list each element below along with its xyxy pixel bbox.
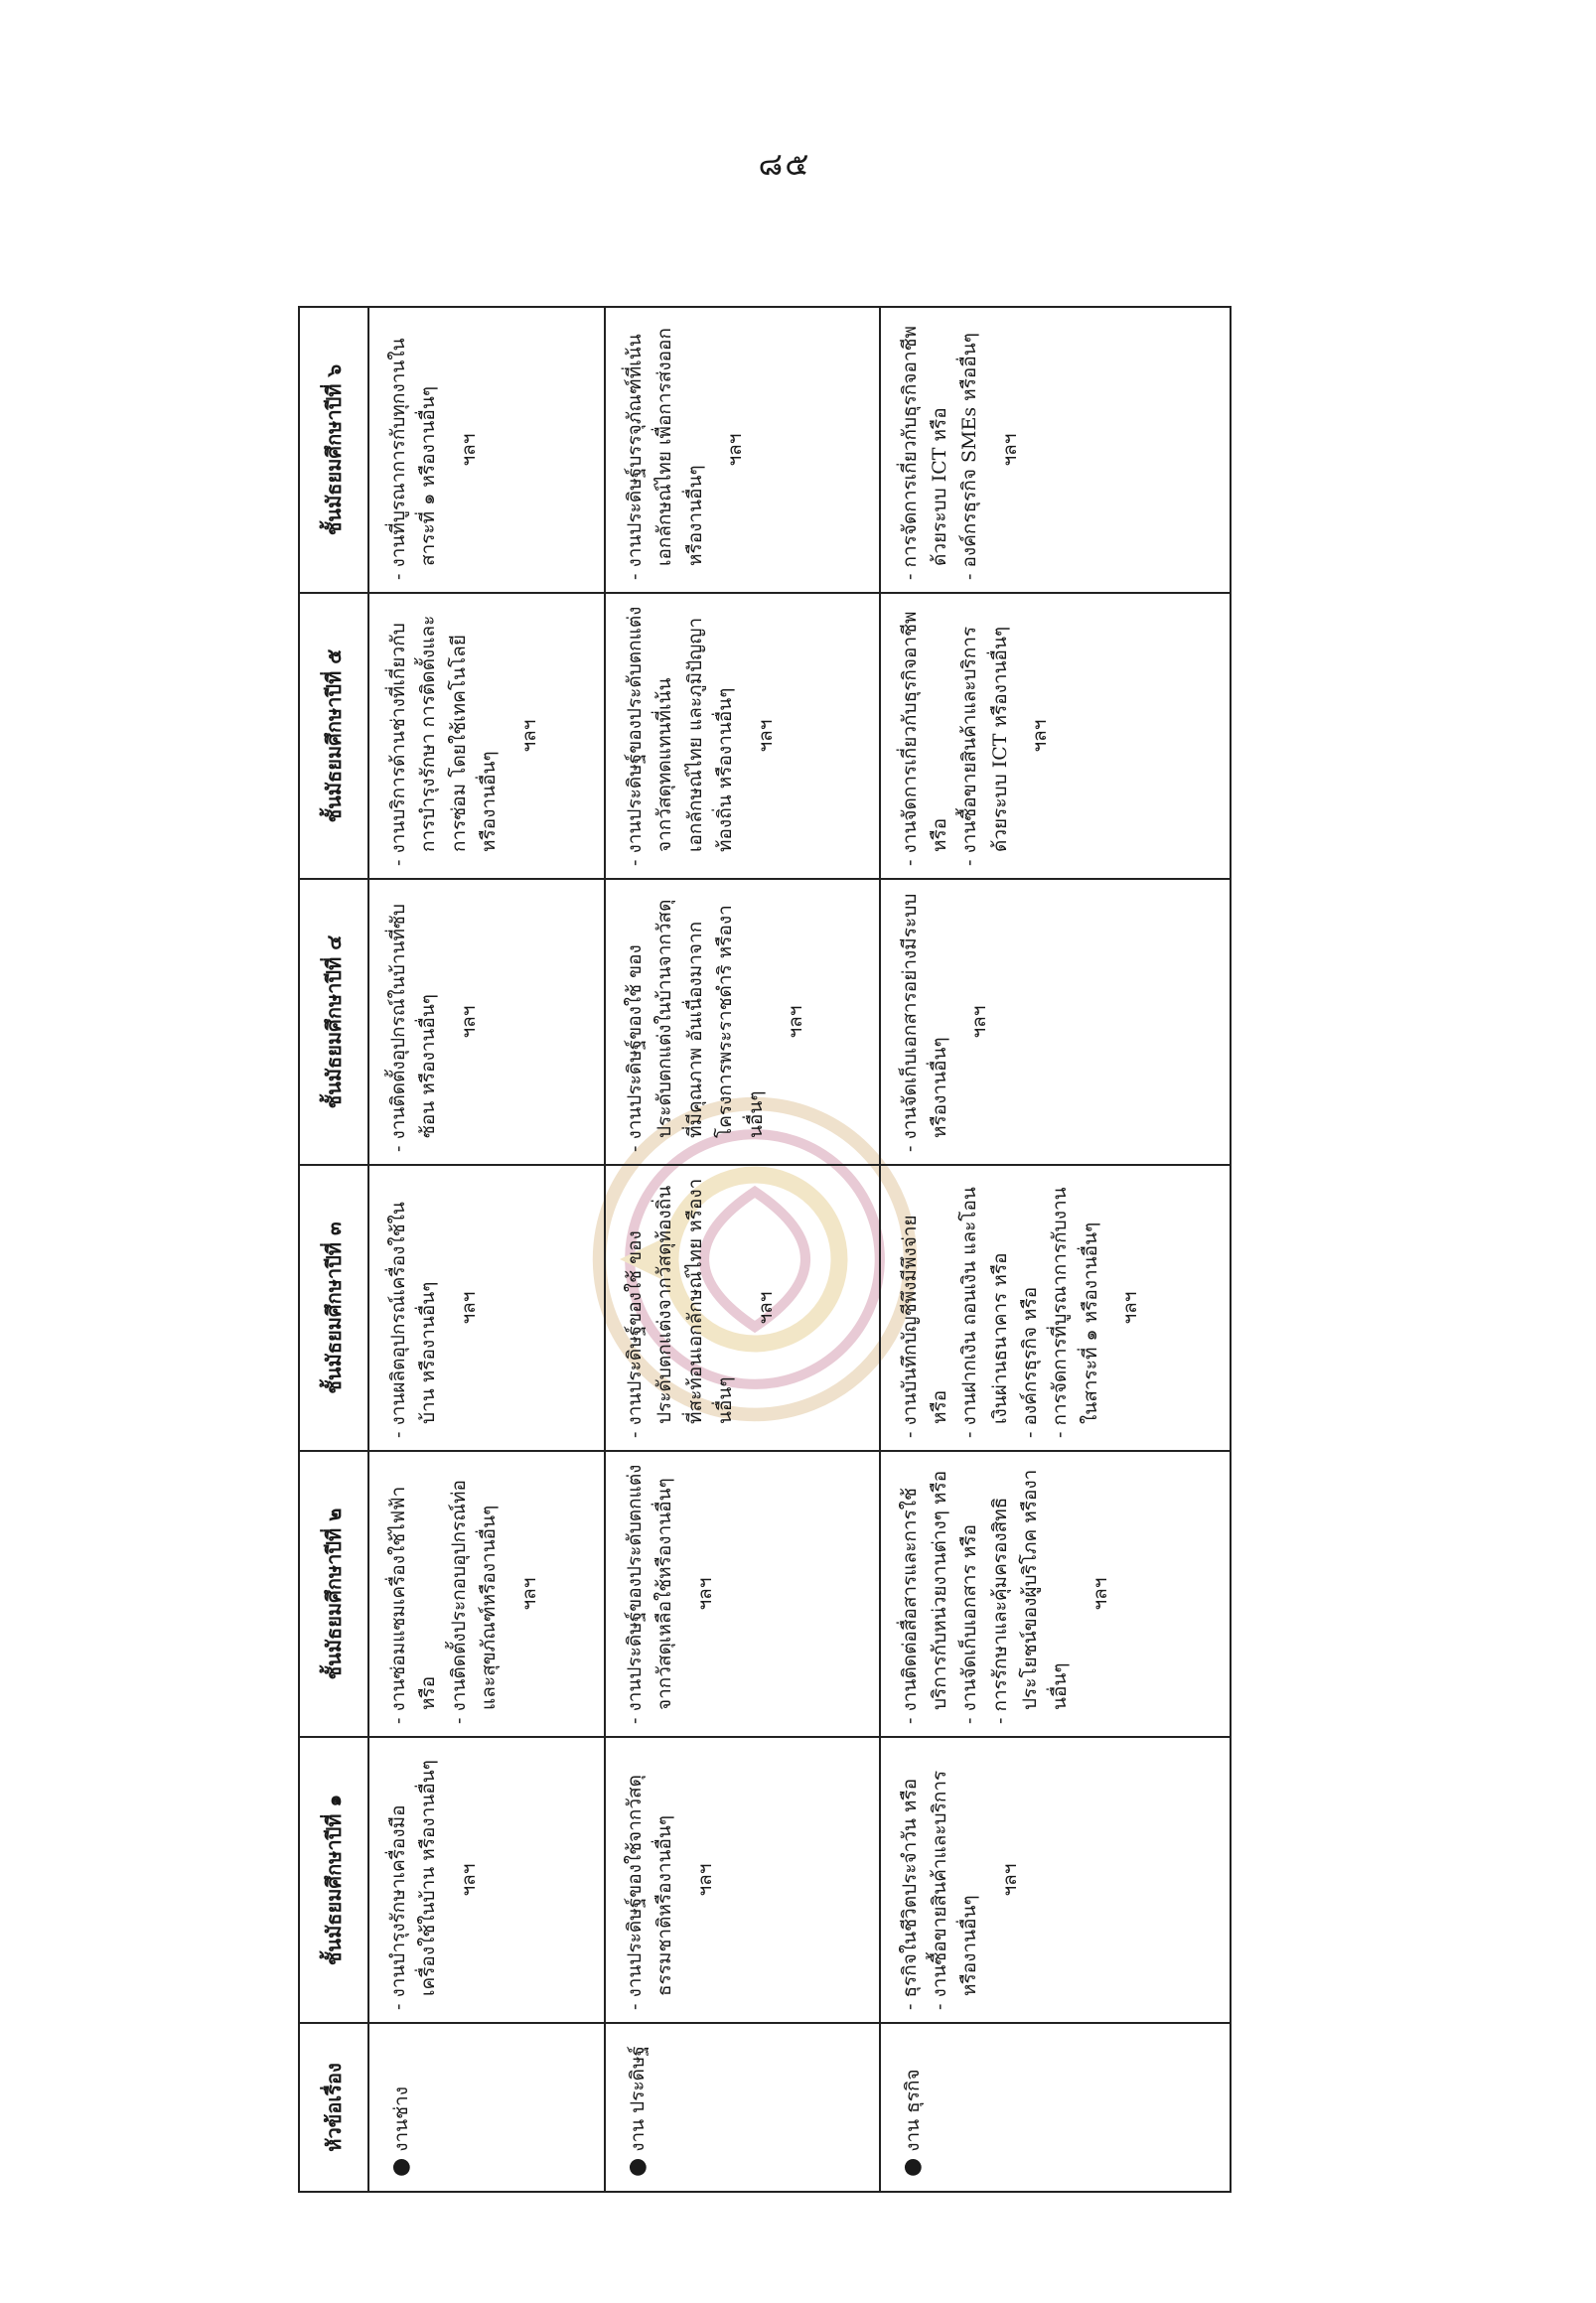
topic-cell	[880, 2023, 1231, 2192]
topic-label: งานช่าง	[390, 2087, 412, 2152]
cell-item: - งานผลิตอุปกรณ์เครื่องใช้ในบ้าน หรืองานอื่นๆ	[387, 1202, 440, 1438]
table-container	[298, 306, 1232, 2193]
grade-cell	[880, 1737, 1231, 2023]
grade-cell	[368, 593, 605, 879]
grade-cell	[605, 1165, 880, 1451]
grade-cell	[880, 593, 1231, 879]
etc-label: ฯลฯ	[457, 1005, 480, 1039]
table-row	[368, 307, 605, 2192]
bullet-icon: ●	[388, 2157, 413, 2177]
curriculum-table	[298, 306, 1232, 2193]
cell-item: - งานซ่อมแซมเครื่องใช้ไฟฟ้า หรือ	[387, 1486, 440, 1724]
header-grade-3: ชั้นมัธยมศึกษาปีที่ ๓	[299, 1165, 368, 1451]
grade-cell	[368, 879, 605, 1165]
table-row	[605, 307, 880, 2192]
grade-cell	[368, 1737, 605, 2023]
etc-label: ฯลฯ	[457, 1291, 480, 1325]
cell-item: - งานประดิษฐ์ของประดับตกแต่งจากวัสดุทดแทนที่เน้นเอกลักษณ์ไทย และภูมิปัญญาท้องถิ่น หรืองานอื่นๆ	[624, 606, 737, 866]
grade-cell	[605, 307, 880, 593]
table-header-row	[299, 307, 368, 2192]
cell-item: - งานจัดเก็บเอกสารอย่างมีระบบหรืองานอื่นๆ	[898, 893, 950, 1152]
cell-item: - องค์กรธุรกิจ หรือ	[1019, 1286, 1042, 1438]
etc-label: ฯลฯ	[457, 433, 480, 467]
etc-label: ฯลฯ	[754, 1291, 777, 1325]
etc-label: ฯลฯ	[754, 719, 777, 753]
header-grade-6: ชั้นมัธยมศึกษาปีที่ ๖	[299, 307, 368, 593]
cell-item: - งานบริการด้านช่างที่เกี่ยวกับการบำรุงรักษา การติดตั้งและการซ่อม โดยใช้เทคโนโลยี หรืองานอื่นๆ	[387, 615, 501, 866]
cell-item: - การจัดการเกี่ยวกับธุรกิจอาชีพด้วยระบบ ICT หรือ	[898, 326, 950, 580]
grade-cell	[880, 1165, 1231, 1451]
cell-item: - ธุรกิจในชีวิตประจำวัน หรือ	[898, 1778, 921, 2010]
grade-cell	[880, 307, 1231, 593]
etc-label: ฯลฯ	[998, 433, 1021, 467]
grade-cell	[368, 1451, 605, 1737]
header-topic: หัวข้อเรื่อง	[299, 2023, 368, 2192]
grade-cell	[605, 1737, 880, 2023]
cell-item: - งานประดิษฐ์บรรจุภัณฑ์ที่เน้นเอกลักษณ์ไทย เพื่อการส่งออก หรืองานอื่นๆ	[624, 328, 706, 580]
cell-item: - งานติดตั้งประกอบอุปกรณ์ท่อและสุขภัณฑ์หรืองานอื่นๆ	[447, 1480, 501, 1724]
etc-label: ฯลฯ	[693, 1863, 716, 1897]
etc-label: ฯลฯ	[693, 1577, 716, 1611]
topic-cell	[368, 2023, 605, 2192]
etc-label: ฯลฯ	[724, 433, 747, 467]
cell-item: - องค์กรธุรกิจ SMEs หรืออื่นๆ	[958, 333, 981, 580]
etc-label: ฯลฯ	[1088, 1577, 1111, 1611]
grade-cell	[605, 879, 880, 1165]
etc-label: ฯลฯ	[968, 1005, 991, 1039]
cell-item: - งานประดิษฐ์ของใช้ ของประดับตกแต่งจากวัสดุท้องถิ่นที่สะท้อนเอกลักษณ์ไทย หรืองานอื่นๆ	[624, 1178, 737, 1438]
bullet-icon: ●	[899, 2157, 925, 2177]
cell-item: - งานจัดเก็บเอกสาร หรือ	[958, 1524, 981, 1724]
cell-item: - การรักษาและคุ้มครองสิทธิประโยชน์ของผู้บริโภค หรืองานอื่นๆ	[988, 1469, 1072, 1724]
topic-label: งาน ประดิษฐ์	[627, 2046, 650, 2152]
rotated-table-frame	[298, 306, 1232, 2193]
header-grade-1: ชั้นมัธยมศึกษาปีที่ ๑	[299, 1737, 368, 2023]
cell-item: - งานจัดการเกี่ยวกับธุรกิจอาชีพ หรือ	[898, 611, 950, 866]
cell-item: - การจัดการที่บูรณาการกับงานในสาระที่ ๑ หรืองานอื่นๆ	[1049, 1187, 1101, 1438]
cell-item: - งานซื้อขายสินค้าและบริการด้วยระบบ ICT หรืองานอื่นๆ	[958, 626, 1011, 866]
table-row	[880, 307, 1231, 2192]
grade-cell	[880, 1451, 1231, 1737]
cell-item: - งานฝากเงิน ถอนเงิน และโอนเงินผ่านธนาคาร หรือ	[958, 1187, 1011, 1438]
cell-item: - งานติดตั้งอุปกรณ์ในบ้านที่ซับซ้อน หรืองานอื่นๆ	[387, 904, 440, 1152]
grade-cell	[605, 593, 880, 879]
grade-cell	[605, 1451, 880, 1737]
cell-item: - งานประดิษฐ์ของประดับตกแต่งจากวัสดุเหลือใช้หรืองานอื่นๆ	[624, 1464, 676, 1724]
cell-item: - งานที่บูรณาการกับทุกงานในสาระที่ ๑ หรืองานอื่นๆ	[387, 338, 440, 580]
page-number: ๘๕	[758, 145, 811, 183]
cell-item: - งานติดต่อสื่อสารและการใช้บริการกับหน่วยงานต่างๆ หรือ	[898, 1470, 950, 1724]
etc-label: ฯลฯ	[784, 1005, 806, 1039]
cell-item: - งานบันทึกบัญชีพึงมีพึงจ่าย หรือ	[898, 1215, 950, 1438]
grade-cell	[880, 879, 1231, 1165]
header-grade-4: ชั้นมัธยมศึกษาปีที่ ๔	[299, 879, 368, 1165]
etc-label: ฯลฯ	[517, 1577, 540, 1611]
cell-item: - งานบำรุงรักษาเครื่องมือ เครื่องใช้ในบ้าน หรืองานอื่นๆ	[387, 1760, 440, 2010]
topic-label: งาน ธุรกิจ	[901, 2069, 924, 2152]
cell-item: - งานประดิษฐ์ของใช้จากวัสดุธรรมชาติหรืองานอื่นๆ	[624, 1775, 676, 2010]
etc-label: ฯลฯ	[517, 719, 540, 753]
etc-label: ฯลฯ	[998, 1863, 1021, 1897]
grade-cell	[368, 1165, 605, 1451]
etc-label: ฯลฯ	[457, 1863, 480, 1897]
header-grade-2: ชั้นมัธยมศึกษาปีที่ ๒	[299, 1451, 368, 1737]
topic-cell	[605, 2023, 880, 2192]
etc-label: ฯลฯ	[1029, 719, 1052, 753]
grade-cell	[368, 307, 605, 593]
cell-item: - งานซื้อขายสินค้าและบริการ หรืองานอื่นๆ	[928, 1770, 981, 2010]
cell-item: - งานประดิษฐ์ของใช้ ของประดับตกแต่งในบ้านจากวัสดุที่มีคุณภาพ อันเนื่องมาจากโครงการพระราชดำริ หรืองานอื่นๆ	[624, 899, 767, 1152]
etc-label: ฯลฯ	[1119, 1291, 1142, 1325]
bullet-icon: ●	[625, 2157, 651, 2177]
header-grade-5: ชั้นมัธยมศึกษาปีที่ ๕	[299, 593, 368, 879]
